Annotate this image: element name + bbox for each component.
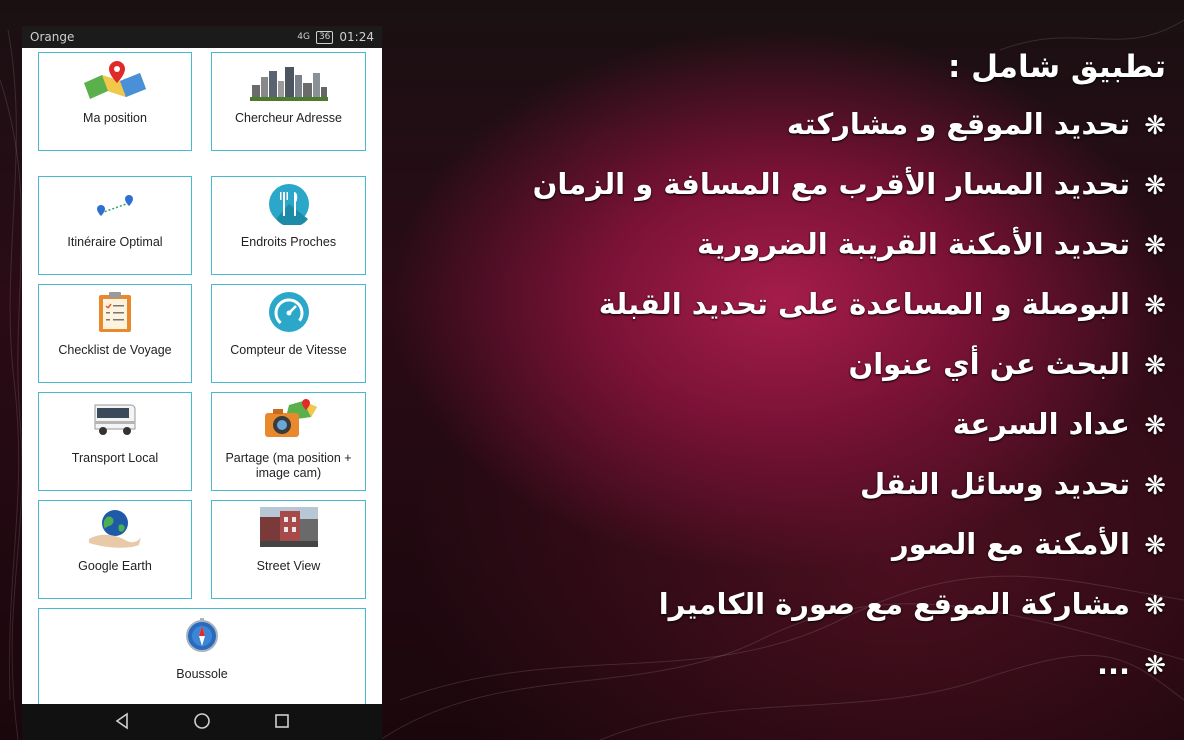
menu-item-transport-local[interactable] [38,392,192,491]
bullet-icon: ❋ [1144,291,1166,321]
bus-icon [91,399,139,439]
menu-item-label: Checklist de Voyage [58,343,172,357]
menu-item-ma-position[interactable] [38,52,192,151]
menu-item-label: Street View [256,559,321,573]
feature-item: ❋تحديد الموقع و مشاركته [446,102,1166,162]
menu-item-street-view[interactable] [211,500,366,599]
android-nav-bar [22,704,382,740]
feature-item: ❋البحث عن أي عنوان [446,342,1166,402]
menu-item-endroits-proches[interactable] [211,176,366,275]
feature-item: ❋تحديد الأمكنة القريبة الضرورية [446,222,1166,282]
back-icon[interactable] [113,712,131,730]
menu-grid [22,48,382,704]
route-icon [95,191,135,219]
restaurant-icon [268,183,310,225]
menu-item-label: Chercheur Adresse [234,111,342,125]
status-bar [22,26,382,48]
street-photo-icon [260,507,318,547]
features-panel [446,42,1166,702]
menu-item-label: Partage (ma position + image cam) [225,451,352,480]
feature-item: ❋تحديد وسائل النقل [446,462,1166,522]
bullet-icon: ❋ [1144,591,1166,621]
menu-item-google-earth[interactable] [38,500,192,599]
home-icon[interactable] [193,712,211,730]
feature-item: ❋... [446,642,1166,702]
menu-item-checklist-de-voyage[interactable] [38,284,192,383]
feature-item: ❋البوصلة و المساعدة على تحديد القبلة [446,282,1166,342]
battery-icon: 36 [316,31,333,44]
bullet-icon: ❋ [1144,231,1166,261]
bullet-icon: ❋ [1144,111,1166,141]
menu-item-chercheur-adresse[interactable] [211,52,366,151]
menu-item-boussole[interactable] [38,608,366,707]
menu-item-label: Boussole [176,667,228,681]
menu-item-label: Ma position [83,111,147,125]
menu-item-label: Compteur de Vitesse [230,343,347,357]
features-title: تطبيق شامل : [947,49,1166,85]
phone-screen [22,26,382,740]
menu-item-label: Endroits Proches [240,235,337,249]
menu-item-itineraire-optimal[interactable] [38,176,192,275]
recents-icon[interactable] [273,712,291,730]
bullet-icon: ❋ [1144,411,1166,441]
menu-item-label: Transport Local [71,451,159,465]
feature-item: ❋عداد السرعة [446,402,1166,462]
bullet-icon: ❋ [1144,171,1166,201]
feature-item: ❋مشاركة الموقع مع صورة الكاميرا [446,582,1166,642]
feature-item: ❋الأمكنة مع الصور [446,522,1166,582]
city-skyline-icon [250,67,328,101]
time-label: 01:24 [339,30,374,44]
speedometer-icon [268,291,310,333]
network-label: 4G [297,32,310,42]
feature-item: ❋تحديد المسار الأقرب مع المسافة و الزمان [446,162,1166,222]
menu-item-label: Itinéraire Optimal [67,235,163,249]
bullet-icon: ❋ [1144,351,1166,381]
carrier-label: Orange [30,30,75,44]
bullet-icon: ❋ [1144,651,1166,681]
globe-icon [87,509,143,549]
camera-map-icon [259,399,319,441]
clipboard-icon [96,291,134,333]
map-pin-icon [80,59,150,101]
bullet-icon: ❋ [1144,531,1166,561]
compass-icon [185,617,219,653]
menu-item-compteur-de-vitesse[interactable] [211,284,366,383]
menu-item-partage[interactable] [211,392,366,491]
bullet-icon: ❋ [1144,471,1166,501]
menu-item-label: Google Earth [78,559,152,573]
